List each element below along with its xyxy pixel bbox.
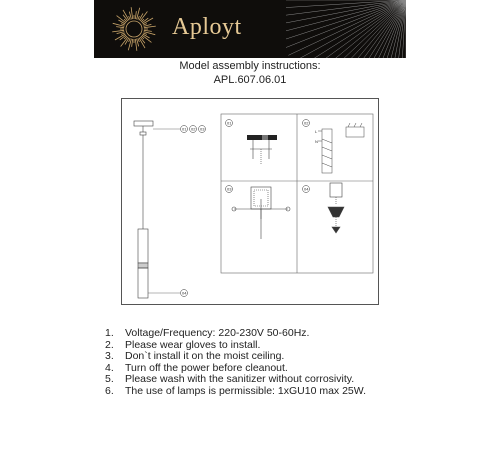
callout-02: 02 bbox=[191, 126, 196, 132]
step-04-panel bbox=[303, 183, 345, 233]
step-02-panel bbox=[303, 120, 365, 174]
wire-label-n: N bbox=[315, 139, 318, 144]
step-02-label: 02 bbox=[304, 120, 309, 126]
assembly-drawing bbox=[122, 99, 380, 306]
brand-banner bbox=[94, 0, 406, 58]
brand-name: Aployt bbox=[172, 14, 242, 40]
instruction-item: 3. Don`t install it on the moist ceiling. bbox=[105, 350, 285, 363]
callout-03: 03 bbox=[200, 126, 205, 132]
pendant-lamp-overview bbox=[134, 121, 180, 298]
sun-logo-icon bbox=[104, 0, 164, 58]
step-03-label: 03 bbox=[227, 186, 232, 192]
instruction-item: 5. Please wash with the sanitizer without corrosivity. bbox=[105, 373, 355, 386]
instruction-item: 1. Voltage/Frequency: 220-230V 50-60Hz. bbox=[105, 327, 310, 339]
instruction-item: 2. Please wear gloves to install. bbox=[105, 338, 261, 351]
instruction-item: 6. The use of lamps is permissible: 1xGU10 max 25W. bbox=[105, 384, 367, 397]
step-03-panel bbox=[226, 186, 291, 240]
overview-callouts bbox=[181, 126, 206, 297]
callout-01: 01 bbox=[182, 126, 187, 132]
document-title: Model assembly instructions: bbox=[179, 60, 321, 72]
callout-04: 04 bbox=[182, 290, 187, 296]
assembly-diagram bbox=[121, 98, 379, 305]
instructions-list bbox=[105, 328, 366, 398]
step-04-label: 04 bbox=[304, 186, 309, 192]
wire-label-l: L bbox=[315, 129, 318, 134]
instruction-item: 4. Turn off the power before cleanout. bbox=[105, 361, 288, 374]
decorative-rays-icon bbox=[286, 0, 406, 58]
step-01-panel bbox=[226, 120, 278, 166]
step-01-label: 01 bbox=[227, 120, 232, 126]
model-number: APL.607.06.01 bbox=[213, 74, 287, 86]
